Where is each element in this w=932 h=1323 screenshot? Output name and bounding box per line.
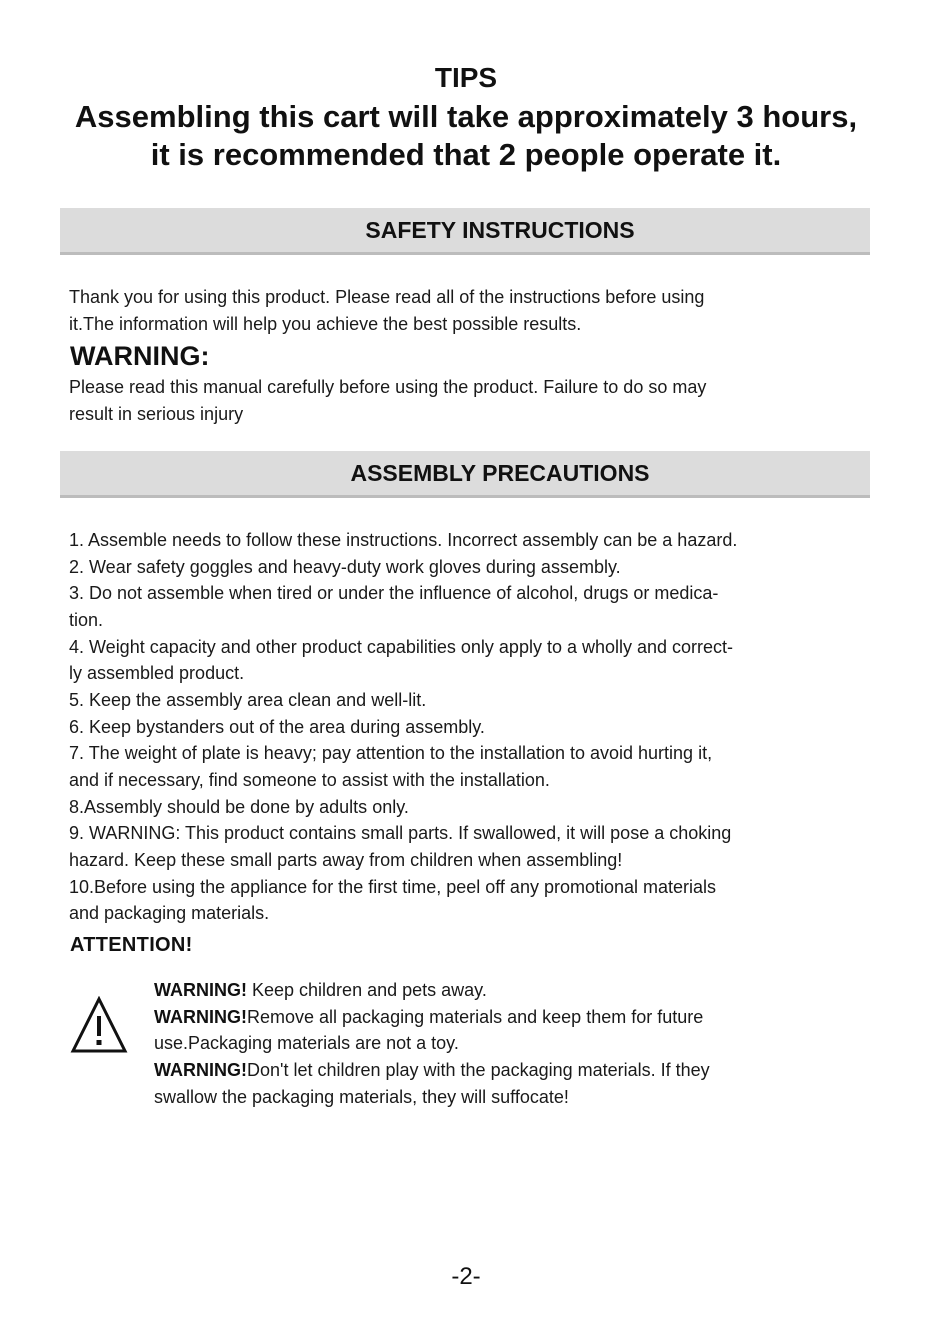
assembly-line: hazard. Keep these small parts away from children when assembling! (69, 850, 623, 870)
warning-line-1: Please read this manual carefully before using the product. Failure to do so may (69, 377, 707, 397)
assembly-line: 2. Wear safety goggles and heavy-duty work gloves during assembly. (69, 557, 621, 577)
warning-label: WARNING! (154, 1060, 247, 1080)
assembly-precautions-heading: ASSEMBLY PRECAUTIONS (350, 460, 650, 486)
assembly-line: 7. The weight of plate is heavy; pay attention to the installation to avoid hurting it, (69, 743, 713, 763)
attention-warning-1 (154, 977, 487, 1004)
assembly-line: 4. Weight capacity and other product capabilities only apply to a wholly and correct- (69, 637, 734, 657)
assembly-line: 3. Do not assemble when tired or under the influence of alcohol, drugs or medica- (69, 583, 719, 603)
attention-heading: ATTENTION! (70, 934, 193, 956)
warning-text: Keep children and pets away. (247, 980, 487, 1000)
page-number: -2- (451, 1263, 481, 1290)
assembly-line: 9. WARNING: This product contains small parts. If swallowed, it will pose a choking (69, 823, 732, 843)
safety-intro-line-1: Thank you for using this product. Please read all of the instructions before using (69, 287, 705, 307)
tips-line-2: it is recommended that 2 people operate it. (150, 137, 782, 172)
safety-intro-line-2: it.The information will help you achieve the best possible results. (69, 314, 582, 334)
warning-triangle-icon (70, 996, 128, 1054)
attention-warning-3 (154, 1057, 710, 1084)
attention-warning-3-cont: swallow the packaging materials, they will suffocate! (154, 1087, 569, 1107)
assembly-line: 10.Before using the appliance for the first time, peel off any promotional materials (69, 877, 717, 897)
warning-heading: WARNING: (70, 341, 210, 371)
assembly-precautions-band (60, 451, 870, 498)
assembly-line: 6. Keep bystanders out of the area during assembly. (69, 717, 485, 737)
safety-instructions-band (60, 208, 870, 255)
assembly-line: ly assembled product. (69, 663, 245, 683)
assembly-line: 1. Assemble needs to follow these instructions. Incorrect assembly can be a hazard. (69, 530, 738, 550)
assembly-line: 8.Assembly should be done by adults only. (69, 797, 409, 817)
tips-line-1: Assembling this cart will take approximately 3 hours, (74, 99, 858, 134)
assembly-line: tion. (69, 610, 104, 630)
attention-warning-2 (154, 1004, 703, 1031)
assembly-line: and if necessary, find someone to assist with the installation. (69, 770, 550, 790)
tips-title: TIPS (434, 62, 498, 93)
assembly-line: and packaging materials. (69, 903, 270, 923)
warning-text: Don't let children play with the packaging materials. If they (247, 1060, 710, 1080)
warning-label: WARNING! (154, 980, 247, 1000)
attention-warning-2-cont: use.Packaging materials are not a toy. (154, 1033, 459, 1053)
warning-label: WARNING! (154, 1007, 247, 1027)
warning-line-2: result in serious injury (69, 404, 244, 424)
warning-text: Remove all packaging materials and keep them for future (247, 1007, 704, 1027)
assembly-line: 5. Keep the assembly area clean and well-lit. (69, 690, 427, 710)
safety-instructions-heading: SAFETY INSTRUCTIONS (365, 217, 635, 243)
